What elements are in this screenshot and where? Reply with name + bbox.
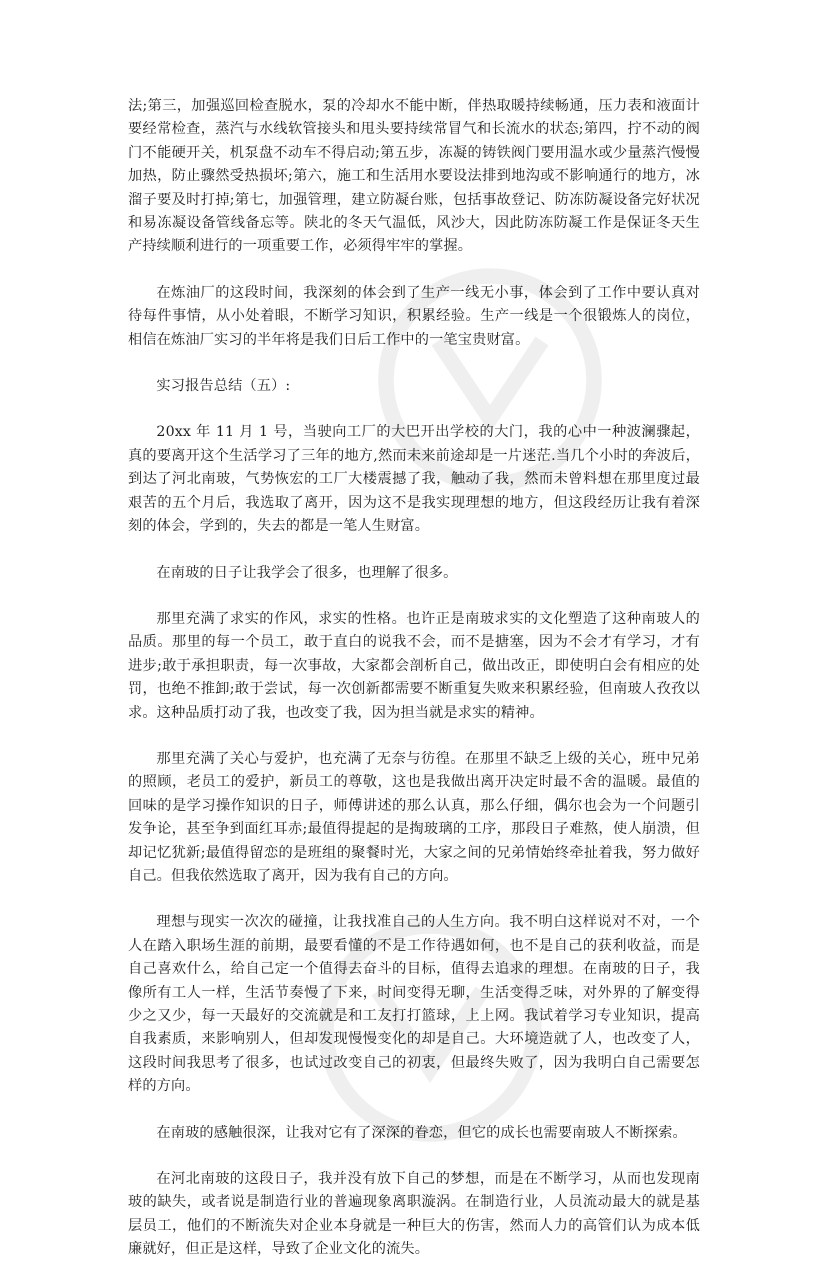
paragraph: 20xx 年 11 月 1 号，当驶向工厂的大巴开出学校的大门，我的心中一种波澜骤起，真的要离开这个生活学习了三年的地方,然而未来前途却是一片迷茫.当几个小时的奔波后，到达了河北南玻，气势恢宏的工厂大楼震撼了我，触动了我，然而未曾料想在那里度过最艰苦的五个月后，我选取了离开，因为这不是我实现理想的地方，但这段经历让我有着深刻的体会，学到的，失去的都是一笔人生财富。 bbox=[128, 424, 700, 535]
paragraph: 在炼油厂的这段时间，我深刻的体会到了生产一线无小事，体会到了工作中要认真对待每件事情，从小处着眼，不断学习知识，积累经验。生产一线是一个很锻炼人的岗位，相信在炼油厂实习的半年将是我们日后工作中的一笔宝贵财富。 bbox=[128, 284, 700, 348]
paragraph: 在南玻的日子让我学会了很多，也理解了很多。 bbox=[156, 564, 458, 581]
paragraph: 在河北南玻的这段日子，我并没有放下自己的梦想，而是在不断学习，从而也发现南玻的缺失，或者说是制造行业的普遍现象离职漩涡。在制造行业，人员流动最大的就是基层员工，他们的不断流失对企业本身就是一种巨大的伤害，然而人力的高管们认为成本低廉就好，但正是这样，导致了企业文化的流失。 bbox=[128, 1171, 700, 1258]
paragraph: 理想与现实一次次的碰撞，让我找准自己的人生方向。我不明白这样说对不对，一个人在踏入职场生涯的前期，最要看懂的不是工作待遇如何，也不是自己的获利收益，而是自己喜欢什么，给自己定一个值得去奋斗的目标，值得去追求的理想。在南玻的日子，我像所有工人一样，生活节奏慢了下来，时间变得无聊，生活变得乏味，对外界的了解变得少之又少，每一天最好的交流就是和工友打打篮球，上上网。我试着学习专业知识，提高自我素质，来影响别人，但却发现慢慢变化的却是自己。大环境造就了人，也改变了人，这段时间我思考了很多，也试过改变自己的初衷，但最终失败了，因为我明白自己需要怎样的方向。 bbox=[128, 914, 700, 1095]
section-heading: 实习报告总结（五）: bbox=[156, 378, 291, 395]
paragraph: 在南玻的感触很深，让我对它有了深深的眷恋，但它的成长也需要南玻人不断探索。 bbox=[156, 1124, 687, 1141]
paragraph: 那里充满了求实的作风，求实的性格。也许正是南玻求实的文化塑造了这种南玻人的品质。那里的每一个员工，敢于直白的说我不会，而不是搪塞，因为不会才有学习，才有进步;敢于承担职责，每一次事故，大家都会剖析自己，做出改正，即使明白会有相应的处罚，也绝不推卸;敢于尝试，每一次创新都需要不断重复失败来积累经验，但南玻人孜孜以求。这种品质打动了我，也改变了我，因为担当就是求实的精神。 bbox=[128, 610, 700, 721]
paragraph-continuation: 法;第三，加强巡回检查脱水，泵的冷却水不能中断，伴热取暖持续畅通，压力表和液面计要经常检查，蒸汽与水线软管接头和甩头要持续常冒气和长流水的状态;第四，拧不动的阀门不能硬开关，机泵盘不动车不得启动;第五步，冻凝的铸铁阀门要用温水或少量蒸汽慢慢加热，防止骤然受热损坏;第六，施工和生活用水要设法排到地沟或不影响通行的地方，冰溜子要及时打掉;第七，加强管理，建立防凝台账，包括事故登记、防冻防凝设备完好状况和易冻凝设备管线备忘等。陕北的冬天气温低，风沙大，因此防冻防凝工作是保证冬天生产持续顺利进行的一项重要工作，必须得牢牢的掌握。 bbox=[128, 98, 700, 255]
paragraph: 那里充满了关心与爱护，也充满了无奈与彷徨。在那里不缺乏上级的关心，班中兄弟的照顾，老员工的爱护，新员工的尊敬，这也是我做出离开决定时最不舍的温暖。最值的回味的是学习操作知识的日子，师傅讲述的那么认真，那么仔细，偶尔也会为一个问题引发争论，甚至争到面红耳赤;最值得提起的是掏玻璃的工序，那段日子难熬，使人崩溃，但却记忆犹新;最值得留恋的是班组的聚餐时光，大家之间的兄弟情始终牵扯着我，努力做好自己。但我依然选取了离开，因为我有自己的方向。 bbox=[128, 750, 700, 884]
document-body bbox=[128, 95, 700, 1285]
